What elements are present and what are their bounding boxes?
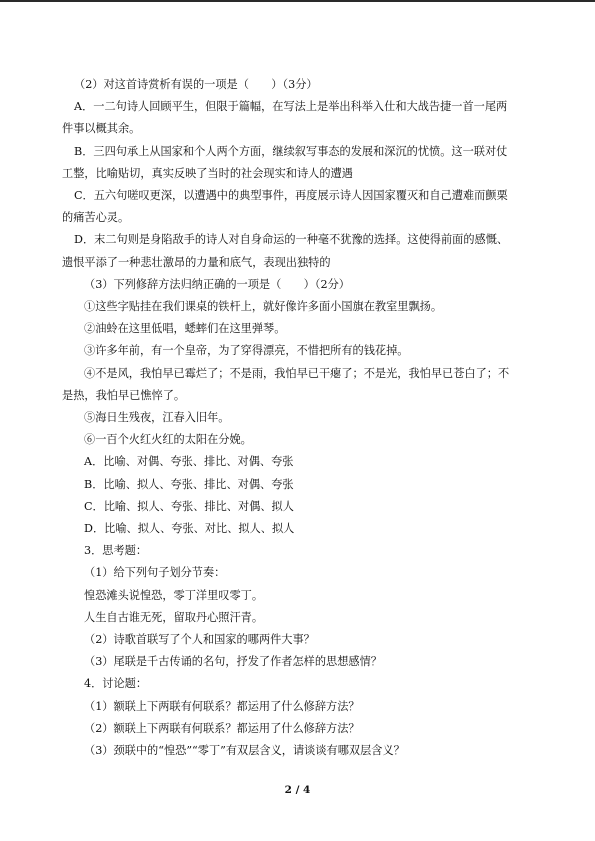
question-item: （3）尾联是千古传诵的名句，抒发了作者怎样的思想感情？ bbox=[84, 655, 382, 669]
option-b: B．三四句承上从国家和个人两个方面，继续叙写事态的发展和深沉的忧愤。这一联对仗 bbox=[74, 144, 508, 158]
option-d: D．末二句则是身陷敌手的诗人对自身命运的一种毫不犹豫的选择。这使得前面的感慨、 bbox=[74, 233, 509, 247]
option-c: C．五六句嗟叹更深，以遭遇中的典型事件，再度展示诗人因国家覆灭和自己遭难而颤栗 bbox=[74, 189, 508, 203]
option-d-cont: 遗恨平添了一种悲壮激昂的力量和底气，表现出独特的 bbox=[62, 255, 331, 269]
question-item: （1）给下列句子划分节奏： bbox=[84, 566, 226, 580]
option-b-cont: 工整，比喻贴切，真实反映了当时的社会现实和诗人的遭遇 bbox=[62, 166, 353, 180]
section-title: 4．讨论题： bbox=[84, 677, 148, 691]
option-d: D．比喻、拟人、夸张、对比、拟人、拟人 bbox=[84, 522, 295, 536]
sentence-4-cont: 是热，我怕早已憔悴了。 bbox=[62, 388, 186, 402]
question-item: （1）额联上下两联有何联系？都运用了什么修辞方法？ bbox=[84, 699, 360, 713]
sentence-4: ④不是风，我怕早已霉烂了；不是雨，我怕早已干瘪了；不是光，我怕早已苍白了；不 bbox=[84, 366, 510, 380]
option-a: A．一二句诗人回顾平生，但限于篇幅，在写法上是举出科举入仕和大战告捷一首一尾两 bbox=[74, 100, 508, 114]
sentence-3: ③许多年前，有一个皇帝，为了穿得漂亮，不惜把所有的钱花掉。 bbox=[84, 344, 409, 358]
sentence-1: ①这些字贴挂在我们课桌的铁杆上，就好像许多面小国旗在教室里飘扬。 bbox=[84, 300, 443, 314]
question-item: （2）诗歌首联写了个人和国家的哪两件大事？ bbox=[84, 633, 315, 647]
poem-line: 惶恐滩头说惶恐，零丁洋里叹零丁。 bbox=[84, 588, 264, 602]
sentence-5: ⑤海日生残夜，江春入旧年。 bbox=[84, 411, 230, 425]
poem-line: 人生自古谁无死，留取丹心照汗青。 bbox=[84, 610, 264, 624]
option-a: A．比喻、对偶、夸张、排比、对偶、夸张 bbox=[84, 455, 294, 469]
page-number: 2 / 4 bbox=[284, 784, 311, 796]
sentence-6: ⑥一百个火红火红的太阳在分娩。 bbox=[84, 433, 252, 447]
section-title: 3．思考题： bbox=[84, 544, 148, 558]
option-c-cont: 的痛苦心灵。 bbox=[62, 211, 130, 225]
question-stem: （2）对这首诗赏析有误的一项是（ ）（3分） bbox=[74, 78, 318, 91]
question-item: （3）颈联中的“惶恐”“零丁”有双层含义，请谈谈有哪双层含义？ bbox=[84, 744, 405, 758]
top-rule bbox=[0, 0, 595, 2]
option-a-cont: 件事以概其余。 bbox=[62, 122, 141, 136]
question-stem: （3）下列修辞方法归纳正确的一项是（ ）（2分） bbox=[84, 277, 350, 291]
option-b: B．比喻、拟人、夸张、排比、对偶、夸张 bbox=[84, 477, 294, 491]
option-c: C．比喻、拟人、夸张、排比、对偶、拟人 bbox=[84, 499, 294, 513]
page-content bbox=[62, 74, 540, 762]
sentence-2: ②油蛉在这里低唱，蟋蟀们在这里弹琴。 bbox=[84, 322, 286, 336]
question-item: （2）额联上下两联有何联系？都运用了什么修辞方法？ bbox=[84, 721, 360, 735]
